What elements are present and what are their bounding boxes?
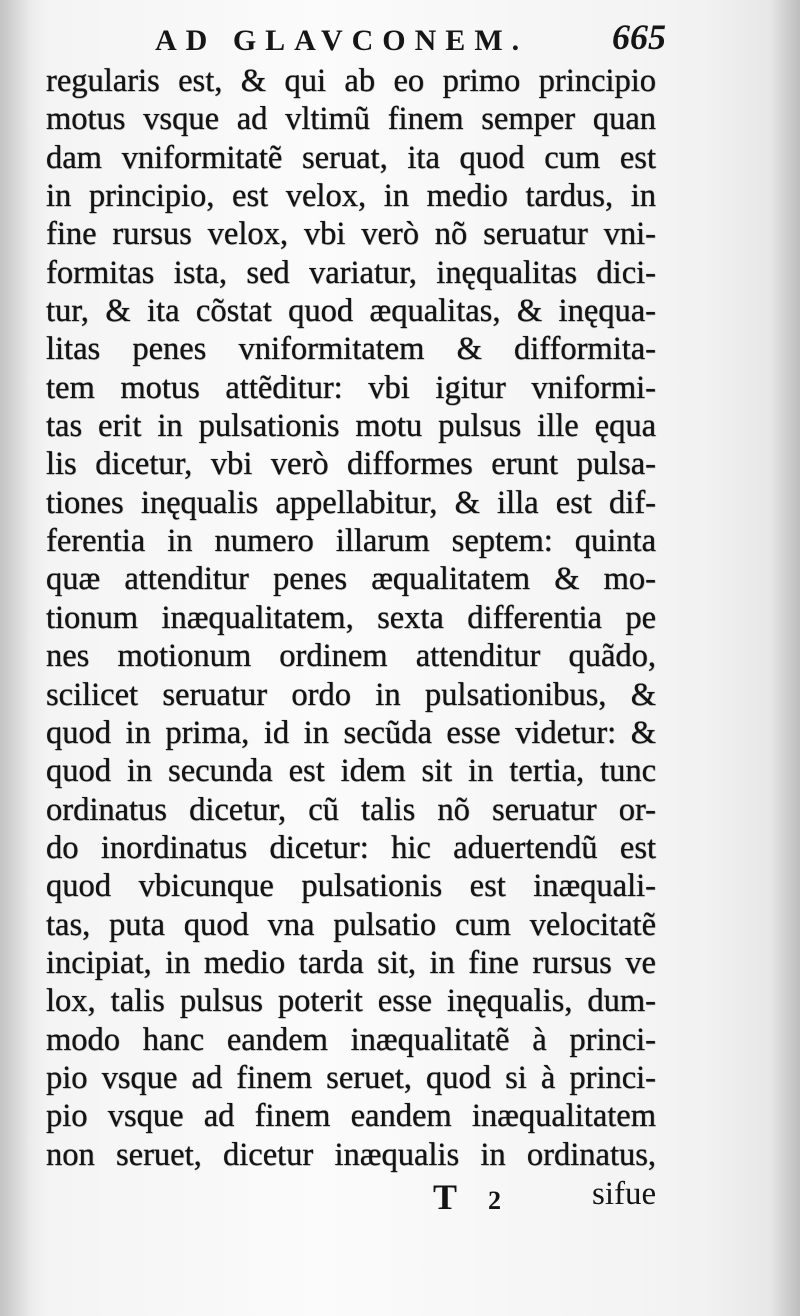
signature-number: 2	[488, 1186, 501, 1215]
text-line: lis dicetur, vbi verò difformes erunt pulsa-	[46, 446, 656, 483]
text-line: in principio, est velox, in medio tardus, in	[46, 178, 656, 215]
text-line: motus vsque ad vltimũ finem semper quan	[46, 101, 656, 138]
text-line: ordinatus dicetur, cũ talis nõ seruatur or-	[46, 791, 656, 828]
text-line: lox, talis pulsus poterit esse inęqualis, dum-	[46, 983, 656, 1020]
running-head: AD GLAVCONEM.	[155, 24, 529, 57]
text-line: tas erit in pulsationis motu pulsus ille ęqua	[46, 408, 656, 445]
text-line: tiones inęqualis appellabitur, & illa est dif-	[46, 484, 656, 521]
text-line: non seruet, dicetur inæqualis in ordinatus,	[46, 1136, 656, 1173]
text-line: tem motus attẽditur: vbi igitur vniformi-	[46, 369, 656, 406]
text-line: incipiat, in medio tarda sit, in fine rursus ve	[46, 944, 656, 981]
text-line: ferentia in numero illarum septem: quinta	[46, 523, 656, 560]
text-line: tur, & ita cõstat quod æqualitas, & inęqua-	[46, 293, 656, 330]
page-number: 665	[612, 17, 666, 57]
text-line: litas penes vniformitatem & difformita-	[46, 331, 656, 368]
page-edge-shadow-left	[0, 0, 30, 1316]
text-line: modo hanc eandem inæqualitatẽ à princi-	[46, 1021, 656, 1058]
text-line: scilicet seruatur ordo in pulsationibus, &	[46, 676, 656, 713]
text-line: formitas ista, sed variatur, inęqualitas dici-	[46, 254, 656, 291]
main-text-block	[46, 62, 666, 1174]
text-line: quæ attenditur penes æqualitatem & mo-	[46, 561, 656, 598]
catchword: sifue	[592, 1176, 657, 1212]
text-line: pio vsque ad finem seruet, quod si à princi-	[46, 1059, 656, 1096]
page-edge-shadow-right	[770, 0, 800, 1316]
signature-mark: T	[433, 1177, 458, 1217]
text-line: tionum inæqualitatem, sexta differentia pe	[46, 599, 656, 636]
text-line: quod vbicunque pulsationis est inæquali-	[46, 868, 656, 905]
text-line: regularis est, & qui ab eo primo principio	[46, 63, 656, 99]
text-line: dam vniformitatẽ seruat, ita quod cum est	[46, 139, 656, 176]
text-line: quod in secunda est idem sit in tertia, tunc	[46, 753, 656, 790]
text-line: pio vsque ad finem eandem inæqualitatem	[46, 1098, 656, 1135]
text-line: nes motionum ordinem attenditur quãdo,	[46, 638, 656, 675]
text-line: do inordinatus dicetur: hic aduertendũ est	[46, 829, 656, 866]
text-line: quod in prima, id in secũda esse videtur: &	[46, 714, 656, 751]
text-line: tas, puta quod vna pulsatio cum velocitatẽ	[46, 906, 656, 943]
text-line: fine rursus velox, vbi verò nõ seruatur vni-	[46, 216, 656, 253]
